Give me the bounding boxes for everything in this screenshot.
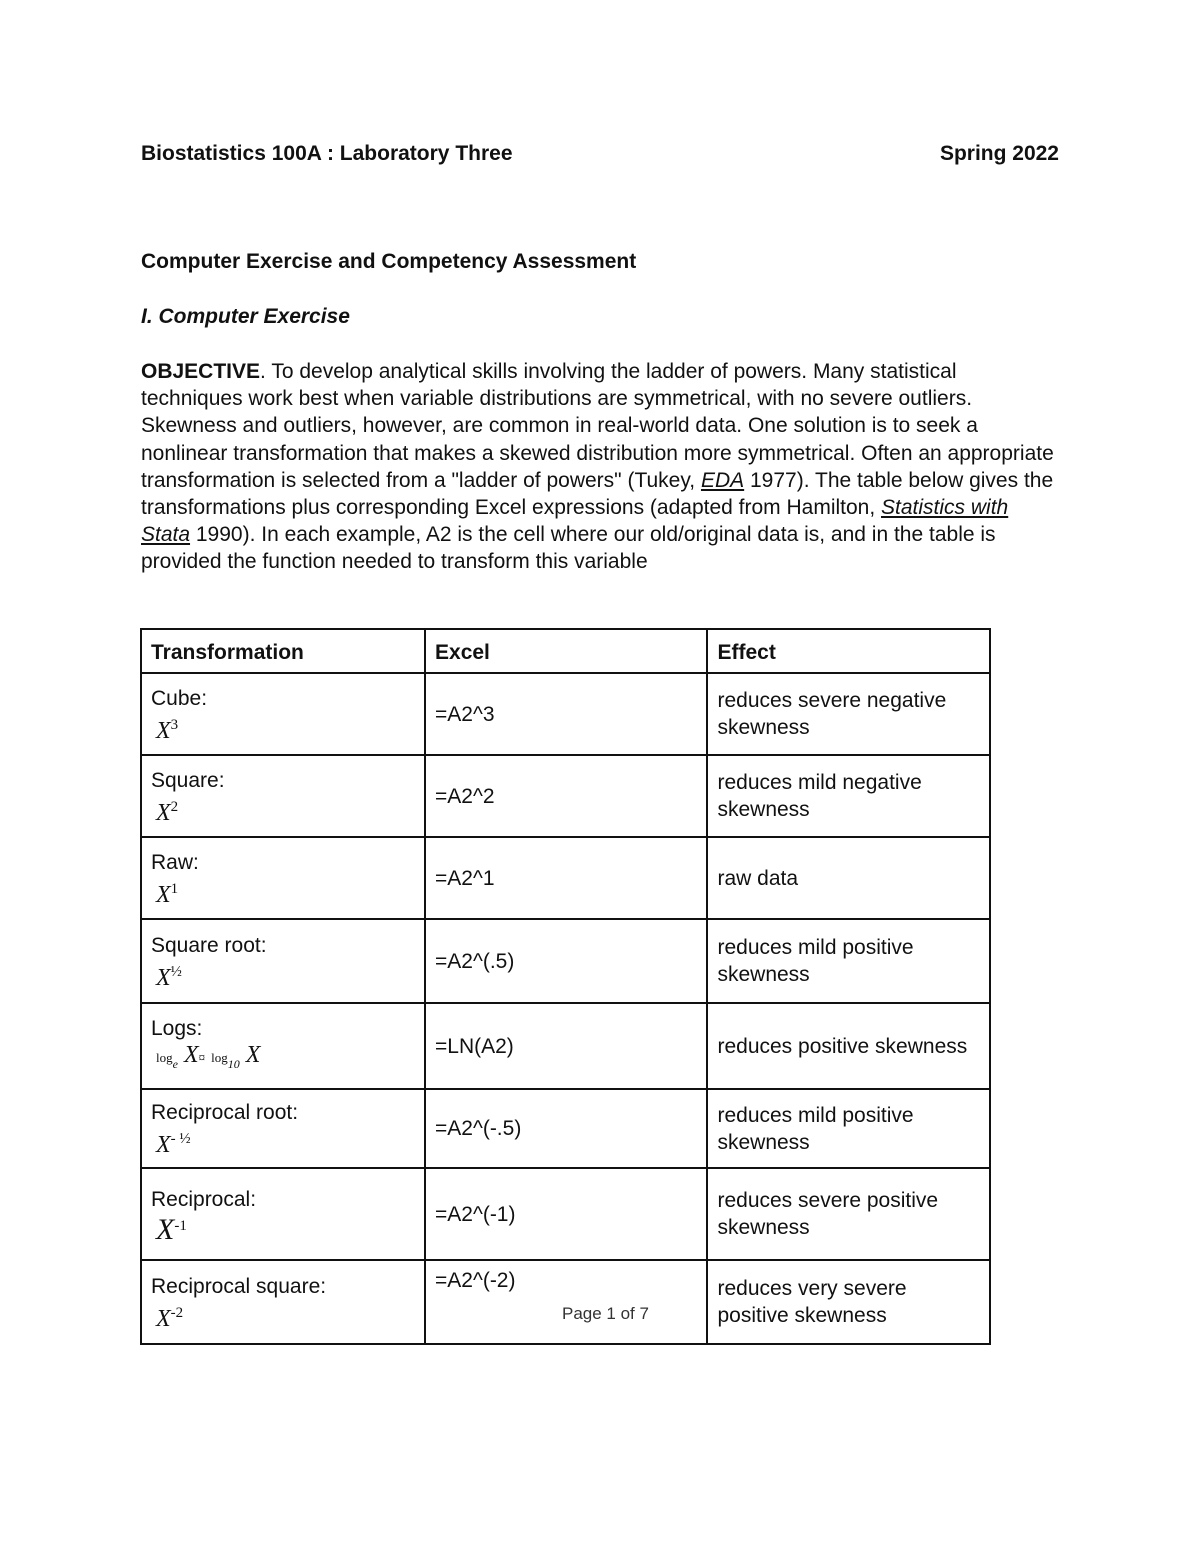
excel-cell: =A2^3 bbox=[425, 673, 707, 755]
table-row bbox=[141, 673, 990, 755]
transformation-cell bbox=[141, 1089, 425, 1168]
excel-cell: =A2^1 bbox=[425, 837, 707, 919]
excel-cell: =A2^(-1) bbox=[425, 1168, 707, 1260]
transformation-formula: $X^{- \frac{1}{2}}$ bbox=[156, 1131, 191, 1158]
effect-cell: reduces mild negative skewness bbox=[707, 755, 990, 837]
transformation-name: Reciprocal: bbox=[151, 1187, 257, 1211]
transformation-cell bbox=[141, 673, 425, 755]
effect-cell: reduces positive skewness bbox=[707, 1003, 990, 1089]
transformation-name: Logs: bbox=[151, 1017, 203, 1040]
excel-cell: =A2^(-.5) bbox=[425, 1089, 707, 1168]
subsection-title: I. Computer Exercise bbox=[141, 305, 350, 328]
page-number: Page 1 of 7 bbox=[562, 1304, 649, 1323]
table-row bbox=[141, 755, 990, 837]
transformation-name: Square root: bbox=[151, 933, 267, 957]
header-effect: Effect bbox=[707, 629, 990, 673]
transformation-name: Reciprocal root: bbox=[151, 1101, 299, 1124]
objective-lead: OBJECTIVE bbox=[141, 360, 261, 383]
table-header-row bbox=[141, 629, 990, 673]
excel-cell: =A2^(-2) bbox=[425, 1260, 707, 1344]
transformation-formula: $X^{\frac{1}{2}}$ bbox=[156, 963, 182, 991]
transformation-cell bbox=[141, 1168, 425, 1260]
transformation-name: Reciprocal square: bbox=[151, 1274, 327, 1298]
transformation-cell bbox=[141, 1260, 425, 1344]
transformation-name: Cube: bbox=[151, 686, 208, 710]
transformations-table bbox=[140, 628, 991, 1345]
objective-text-2: 1977). The table below gives the transformations plus corresponding Excel expressions (adapted from Hamilton, bbox=[141, 468, 1054, 520]
objective-paragraph bbox=[141, 358, 1061, 576]
term-label: Spring 2022 bbox=[939, 142, 1059, 165]
table-row bbox=[141, 1089, 990, 1168]
effect-cell: raw data bbox=[707, 837, 990, 919]
page-header bbox=[141, 142, 1059, 166]
excel-cell: =A2^2 bbox=[425, 755, 707, 837]
transformation-formula: $\log_e$ X¤ $\log_{10} X$ bbox=[156, 1042, 261, 1071]
objective-text-1: . To develop analytical skills involving the ladder of powers. Many statistical techniques work best when variable distributions are symmetrical, with no severe outliers. Skewness and outliers, however, are common in real-world data. One solution is to seek a nonlinear transformation that makes a skewed distribution more symmetrical. Often an appropriate transformation is selected from a "ladder of powers" (Tukey, bbox=[141, 360, 1054, 492]
table-row bbox=[141, 1168, 990, 1260]
effect-cell: reduces mild positive skewness bbox=[707, 1089, 990, 1168]
section-title: Computer Exercise and Competency Assessment bbox=[141, 250, 637, 273]
excel-cell: =LN(A2) bbox=[425, 1003, 707, 1089]
table-row bbox=[141, 1260, 990, 1344]
transformation-formula: $X^3$ bbox=[156, 716, 179, 744]
table-row bbox=[141, 837, 990, 919]
transformation-name: Square: bbox=[151, 768, 225, 792]
effect-cell: reduces mild positive skewness bbox=[707, 919, 990, 1003]
transformation-cell bbox=[141, 837, 425, 919]
effect-cell: reduces severe negative skewness bbox=[707, 673, 990, 755]
transformation-formula: $X^1$ bbox=[156, 880, 179, 908]
transformation-formula: $X^{-1}$ bbox=[156, 1212, 187, 1246]
header-excel: Excel bbox=[425, 629, 707, 673]
transformation-cell bbox=[141, 1003, 425, 1089]
objective-text-3: 1990). In each example, A2 is the cell where our old/original data is, and in the table is provided the function needed to transform this variable bbox=[141, 523, 996, 574]
header-transformation: Transformation bbox=[141, 629, 425, 673]
transformation-formula: $X^2$ bbox=[156, 798, 179, 826]
transformation-cell bbox=[141, 755, 425, 837]
excel-cell: =A2^(.5) bbox=[425, 919, 707, 1003]
effect-cell: reduces severe positive skewness bbox=[707, 1168, 990, 1260]
effect-cell: reduces very severe positive skewness bbox=[707, 1260, 990, 1344]
transformation-name: Raw: bbox=[151, 850, 199, 874]
transformation-formula: $X^{-2}$ bbox=[156, 1304, 184, 1332]
table-row bbox=[141, 919, 990, 1003]
transformation-cell bbox=[141, 919, 425, 1003]
reference-statistics-with-stata: Statistics with Stata bbox=[141, 496, 1009, 547]
course-title: Biostatistics 100A : Laboratory Three bbox=[141, 142, 513, 165]
reference-eda: EDA bbox=[700, 468, 745, 492]
table-row bbox=[141, 1003, 990, 1089]
